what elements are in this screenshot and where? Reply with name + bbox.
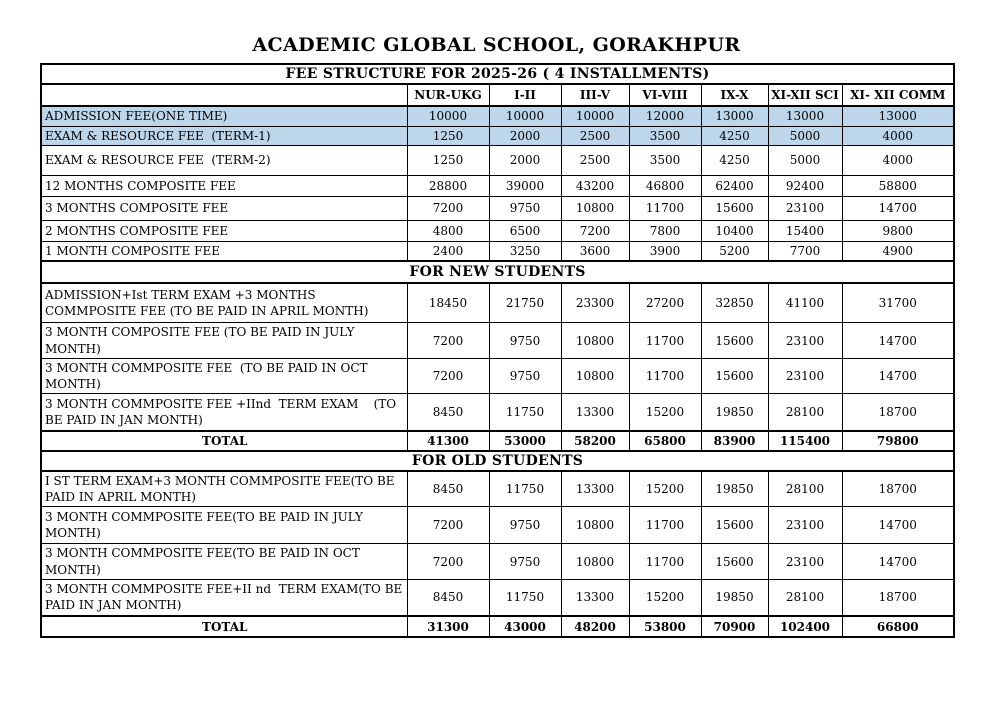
fee-value: 11700 bbox=[629, 358, 701, 393]
fee-value: 4800 bbox=[407, 220, 489, 241]
fee-value: 23100 bbox=[768, 544, 842, 579]
row-label: ADMISSION+Ist TERM EXAM +3 MONTHS COMMPOSITE FEE (TO BE PAID IN APRIL MONTH) bbox=[41, 283, 407, 323]
fee-value: 4900 bbox=[842, 241, 954, 261]
fee-value: 3600 bbox=[561, 241, 629, 261]
fee-value: 7200 bbox=[407, 323, 489, 358]
fee-value: 23100 bbox=[768, 358, 842, 393]
fee-value: 15600 bbox=[701, 544, 768, 579]
old-students-total-row bbox=[41, 616, 954, 637]
fee-value: 9750 bbox=[489, 544, 561, 579]
row-label: ADMISSION FEE(ONE TIME) bbox=[41, 106, 407, 126]
fee-value: 3500 bbox=[629, 126, 701, 145]
fee-value: 6500 bbox=[489, 220, 561, 241]
row-label: 12 MONTHS COMPOSITE FEE bbox=[41, 175, 407, 196]
fee-value: 15200 bbox=[629, 394, 701, 431]
fee-value: 7200 bbox=[407, 358, 489, 393]
fee-value: 12000 bbox=[629, 106, 701, 126]
table-title-row bbox=[41, 64, 954, 84]
fee-value: 4000 bbox=[842, 126, 954, 145]
section-header-old-students bbox=[41, 451, 954, 471]
fee-value: 18700 bbox=[842, 579, 954, 616]
fee-value: 2500 bbox=[561, 126, 629, 145]
new-row-jan bbox=[41, 394, 954, 431]
fee-value: 27200 bbox=[629, 283, 701, 323]
row-label: 3 MONTHS COMPOSITE FEE bbox=[41, 196, 407, 220]
column-header-row bbox=[41, 84, 954, 106]
total-value: 83900 bbox=[701, 431, 768, 451]
fee-value: 15200 bbox=[629, 471, 701, 507]
table-title: FEE STRUCTURE FOR 2025-26 ( 4 INSTALLMENTS) bbox=[41, 64, 954, 84]
fee-value: 10000 bbox=[561, 106, 629, 126]
fee-value: 11700 bbox=[629, 544, 701, 579]
section-header-new-students bbox=[41, 261, 954, 283]
row-label: 3 MONTH COMMPOSITE FEE (TO BE PAID IN OCT MONTH) bbox=[41, 358, 407, 393]
fee-value: 14700 bbox=[842, 323, 954, 358]
section-title: FOR OLD STUDENTS bbox=[41, 451, 954, 471]
corner-cell bbox=[41, 84, 407, 106]
total-label: TOTAL bbox=[41, 431, 407, 451]
fee-value: 7700 bbox=[768, 241, 842, 261]
total-value: 66800 bbox=[842, 616, 954, 637]
fee-value: 5000 bbox=[768, 126, 842, 145]
fee-value: 15600 bbox=[701, 323, 768, 358]
fee-value: 2000 bbox=[489, 145, 561, 175]
fee-value: 31700 bbox=[842, 283, 954, 323]
total-value: 58200 bbox=[561, 431, 629, 451]
fee-value: 9750 bbox=[489, 323, 561, 358]
section-title: FOR NEW STUDENTS bbox=[41, 261, 954, 283]
page-title: ACADEMIC GLOBAL SCHOOL, GORAKHPUR bbox=[252, 34, 741, 56]
fee-value: 19850 bbox=[701, 394, 768, 431]
col-header-xi-xii-comm: XI- XII COMM bbox=[842, 84, 954, 106]
document-page bbox=[0, 34, 1000, 638]
new-row-april bbox=[41, 283, 954, 323]
fee-value: 15600 bbox=[701, 507, 768, 544]
fee-value: 21750 bbox=[489, 283, 561, 323]
fee-value: 7800 bbox=[629, 220, 701, 241]
fee-value: 14700 bbox=[842, 358, 954, 393]
col-header-iii-v: III-V bbox=[561, 84, 629, 106]
fee-value: 15200 bbox=[629, 579, 701, 616]
row-label: 3 MONTH COMMPOSITE FEE(TO BE PAID IN OCT MONTH) bbox=[41, 544, 407, 579]
fee-value: 14700 bbox=[842, 507, 954, 544]
fee-value: 2500 bbox=[561, 145, 629, 175]
fee-row-12-months bbox=[41, 175, 954, 196]
fee-value: 5200 bbox=[701, 241, 768, 261]
fee-value: 13000 bbox=[701, 106, 768, 126]
fee-value: 62400 bbox=[701, 175, 768, 196]
fee-value: 19850 bbox=[701, 579, 768, 616]
col-header-nur-ukg: NUR-UKG bbox=[407, 84, 489, 106]
row-label: 3 MONTH COMMPOSITE FEE +IInd TERM EXAM (TO BE PAID IN JAN MONTH) bbox=[41, 394, 407, 431]
fee-value: 28800 bbox=[407, 175, 489, 196]
fee-value: 10800 bbox=[561, 196, 629, 220]
fee-value: 7200 bbox=[407, 196, 489, 220]
fee-value: 10800 bbox=[561, 507, 629, 544]
row-label: EXAM & RESOURCE FEE (TERM-2) bbox=[41, 145, 407, 175]
total-value: 43000 bbox=[489, 616, 561, 637]
fee-row-2-months bbox=[41, 220, 954, 241]
fee-value: 13000 bbox=[768, 106, 842, 126]
col-header-i-ii: I-II bbox=[489, 84, 561, 106]
fee-value: 5000 bbox=[768, 145, 842, 175]
row-label: 3 MONTH COMMPOSITE FEE(TO BE PAID IN JULY MONTH) bbox=[41, 507, 407, 544]
total-value: 79800 bbox=[842, 431, 954, 451]
fee-value: 8450 bbox=[407, 394, 489, 431]
fee-value: 58800 bbox=[842, 175, 954, 196]
fee-value: 10000 bbox=[489, 106, 561, 126]
fee-value: 28100 bbox=[768, 394, 842, 431]
fee-value: 32850 bbox=[701, 283, 768, 323]
fee-value: 11750 bbox=[489, 579, 561, 616]
fee-value: 9750 bbox=[489, 196, 561, 220]
fee-row-1-month bbox=[41, 241, 954, 261]
fee-value: 8450 bbox=[407, 579, 489, 616]
fee-value: 7200 bbox=[561, 220, 629, 241]
fee-value: 11750 bbox=[489, 471, 561, 507]
fee-value: 1250 bbox=[407, 126, 489, 145]
fee-value: 8450 bbox=[407, 471, 489, 507]
total-value: 115400 bbox=[768, 431, 842, 451]
fee-value: 10400 bbox=[701, 220, 768, 241]
fee-value: 92400 bbox=[768, 175, 842, 196]
fee-row-exam-term1 bbox=[41, 126, 954, 145]
total-label: TOTAL bbox=[41, 616, 407, 637]
total-value: 31300 bbox=[407, 616, 489, 637]
total-value: 53800 bbox=[629, 616, 701, 637]
fee-row-admission bbox=[41, 106, 954, 126]
fee-value: 14700 bbox=[842, 196, 954, 220]
new-students-total-row bbox=[41, 431, 954, 451]
fee-value: 46800 bbox=[629, 175, 701, 196]
fee-value: 15600 bbox=[701, 196, 768, 220]
fee-value: 7200 bbox=[407, 544, 489, 579]
total-value: 70900 bbox=[701, 616, 768, 637]
fee-row-3-months bbox=[41, 196, 954, 220]
fee-value: 15400 bbox=[768, 220, 842, 241]
fee-value: 1250 bbox=[407, 145, 489, 175]
fee-value: 10800 bbox=[561, 544, 629, 579]
fee-value: 4250 bbox=[701, 145, 768, 175]
fee-value: 11750 bbox=[489, 394, 561, 431]
fee-value: 9800 bbox=[842, 220, 954, 241]
fee-value: 7200 bbox=[407, 507, 489, 544]
fee-value: 2000 bbox=[489, 126, 561, 145]
fee-value: 10800 bbox=[561, 323, 629, 358]
fee-value: 2400 bbox=[407, 241, 489, 261]
fee-value: 39000 bbox=[489, 175, 561, 196]
col-header-ix-x: IX-X bbox=[701, 84, 768, 106]
fee-value: 10000 bbox=[407, 106, 489, 126]
fee-value: 41100 bbox=[768, 283, 842, 323]
fee-value: 18700 bbox=[842, 394, 954, 431]
fee-value: 19850 bbox=[701, 471, 768, 507]
row-label: EXAM & RESOURCE FEE (TERM-1) bbox=[41, 126, 407, 145]
row-label: 3 MONTH COMMPOSITE FEE+II nd TERM EXAM(TO BE PAID IN JAN MONTH) bbox=[41, 579, 407, 616]
fee-value: 11700 bbox=[629, 323, 701, 358]
fee-value: 18700 bbox=[842, 471, 954, 507]
fee-value: 43200 bbox=[561, 175, 629, 196]
total-value: 48200 bbox=[561, 616, 629, 637]
fee-value: 14700 bbox=[842, 544, 954, 579]
row-label: 2 MONTHS COMPOSITE FEE bbox=[41, 220, 407, 241]
fee-value: 13300 bbox=[561, 394, 629, 431]
total-value: 53000 bbox=[489, 431, 561, 451]
fee-value: 23100 bbox=[768, 507, 842, 544]
fee-value: 13300 bbox=[561, 471, 629, 507]
fee-row-exam-term2 bbox=[41, 145, 954, 175]
fee-value: 23100 bbox=[768, 323, 842, 358]
fee-structure-table bbox=[40, 63, 955, 638]
fee-value: 4000 bbox=[842, 145, 954, 175]
old-row-july bbox=[41, 507, 954, 544]
fee-value: 3250 bbox=[489, 241, 561, 261]
fee-value: 15600 bbox=[701, 358, 768, 393]
fee-value: 28100 bbox=[768, 471, 842, 507]
row-label: 1 MONTH COMPOSITE FEE bbox=[41, 241, 407, 261]
fee-value: 13300 bbox=[561, 579, 629, 616]
old-row-jan bbox=[41, 579, 954, 616]
fee-value: 23300 bbox=[561, 283, 629, 323]
fee-value: 3500 bbox=[629, 145, 701, 175]
fee-value: 13000 bbox=[842, 106, 954, 126]
old-row-oct bbox=[41, 544, 954, 579]
fee-value: 11700 bbox=[629, 507, 701, 544]
fee-value: 9750 bbox=[489, 358, 561, 393]
fee-value: 11700 bbox=[629, 196, 701, 220]
fee-value: 18450 bbox=[407, 283, 489, 323]
fee-value: 4250 bbox=[701, 126, 768, 145]
col-header-xi-xii-sci: XI-XII SCI bbox=[768, 84, 842, 106]
fee-value: 10800 bbox=[561, 358, 629, 393]
new-row-oct bbox=[41, 358, 954, 393]
old-row-april bbox=[41, 471, 954, 507]
fee-value: 28100 bbox=[768, 579, 842, 616]
row-label: I ST TERM EXAM+3 MONTH COMMPOSITE FEE(TO BE PAID IN APRIL MONTH) bbox=[41, 471, 407, 507]
fee-value: 23100 bbox=[768, 196, 842, 220]
fee-value: 3900 bbox=[629, 241, 701, 261]
row-label: 3 MONTH COMPOSITE FEE (TO BE PAID IN JULY MONTH) bbox=[41, 323, 407, 358]
col-header-vi-viii: VI-VIII bbox=[629, 84, 701, 106]
new-row-july bbox=[41, 323, 954, 358]
fee-value: 9750 bbox=[489, 507, 561, 544]
total-value: 41300 bbox=[407, 431, 489, 451]
total-value: 102400 bbox=[768, 616, 842, 637]
total-value: 65800 bbox=[629, 431, 701, 451]
